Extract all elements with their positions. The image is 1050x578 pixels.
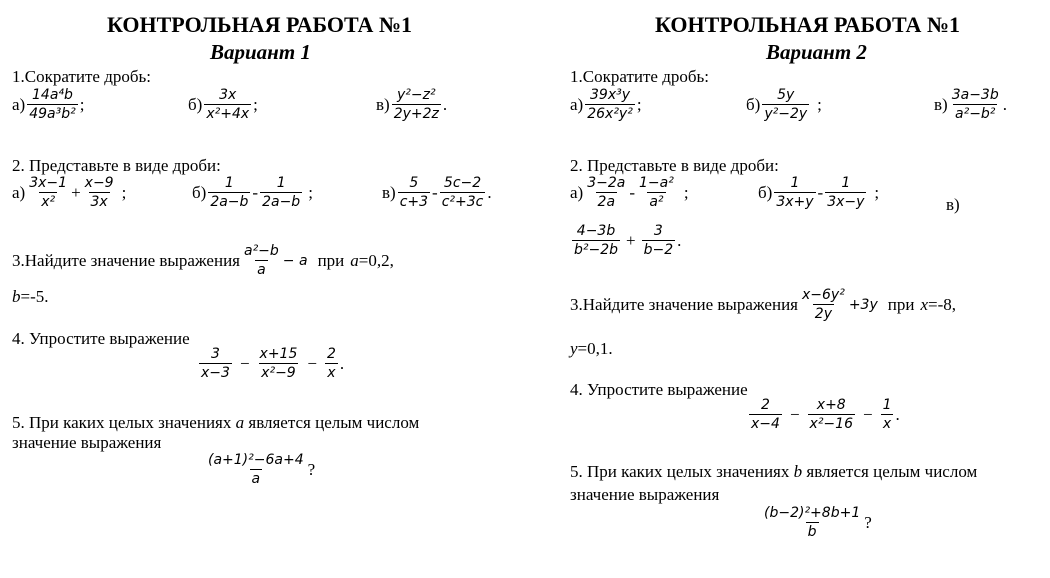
denominator: 3x+y — [776, 194, 814, 210]
operator: - — [432, 183, 438, 202]
fraction — [585, 88, 635, 121]
task3-line2 — [12, 288, 49, 305]
fraction — [199, 347, 232, 380]
task2-header: 2. Представьте в виде дроби: — [570, 156, 779, 175]
fraction — [83, 176, 116, 209]
denominator: x−4 — [751, 416, 780, 432]
item-label: в) — [934, 95, 948, 114]
item-label: б) — [188, 95, 203, 114]
numerator: 1 — [882, 397, 892, 413]
variant-label: Вариант 2 — [766, 40, 867, 64]
test-title: КОНТРОЛЬНАЯ РАБОТА №1 — [107, 12, 413, 37]
numerator: 5y — [777, 87, 795, 103]
value: =0,2, — [358, 251, 394, 270]
task5-line1 — [570, 463, 977, 480]
task4-expression — [747, 398, 900, 431]
task3 — [570, 288, 956, 321]
expression-tail: +3y — [848, 296, 878, 313]
item-label: а) — [570, 95, 584, 114]
separator: ; — [253, 95, 258, 114]
numerator: 1 — [224, 175, 234, 191]
task1-item-c — [376, 88, 447, 121]
numerator: 2 — [761, 397, 770, 413]
denominator: a — [251, 471, 261, 487]
denominator: b−2 — [643, 242, 674, 258]
denominator: x²−9 — [261, 365, 296, 381]
separator: ; — [874, 183, 880, 202]
task2-item-c — [570, 224, 681, 257]
fraction — [637, 176, 676, 209]
denominator: x — [882, 416, 892, 432]
task5-line1 — [12, 414, 419, 431]
value: =-8, — [928, 295, 956, 314]
task5-prefix: 5. При каких целых значениях — [12, 413, 232, 432]
denominator: x²+4x — [206, 106, 250, 122]
denominator: x²−16 — [809, 416, 853, 432]
denominator: b — [807, 524, 817, 540]
task1-item-c — [934, 88, 1007, 121]
numerator: 1−a² — [639, 175, 674, 191]
fraction — [749, 398, 782, 431]
item-label: а) — [12, 95, 26, 114]
numerator: x−9 — [84, 175, 114, 191]
task1-item-b — [188, 88, 258, 121]
end-mark: . — [895, 405, 900, 424]
task5-expression — [760, 506, 872, 539]
separator: . — [487, 183, 492, 202]
fraction — [762, 88, 809, 121]
numerator: y²−z² — [397, 87, 436, 103]
denominator: 2y — [814, 306, 832, 322]
task4-header: 4. Упростите выражение — [570, 380, 748, 399]
fraction — [242, 244, 281, 277]
task5-prefix: 5. При каких целых значениях — [570, 462, 790, 481]
task3-text: 3.Найдите значение выражения — [12, 251, 240, 270]
denominator: 2a−b — [262, 194, 301, 210]
numerator: 3x−1 — [29, 175, 68, 191]
end-mark: . — [339, 354, 345, 373]
denominator: y²−2y — [764, 106, 808, 122]
end-mark: ? — [307, 460, 316, 479]
condition-word: при — [317, 251, 345, 270]
numerator: 14a⁴b — [32, 87, 73, 103]
operator: + — [71, 183, 81, 202]
numerator: (b−2)²+8b+1 — [764, 505, 861, 521]
denominator: a²−b² — [955, 106, 996, 122]
variable: a — [350, 251, 359, 270]
denominator: 2a — [597, 194, 616, 210]
task5-line2: значение выражения — [12, 433, 162, 452]
operator: - — [252, 183, 259, 202]
fraction — [762, 506, 862, 539]
numerator: 5 — [409, 175, 419, 191]
fraction — [642, 224, 676, 257]
item-label: а) — [570, 183, 584, 202]
denominator: x² — [41, 194, 56, 210]
condition-word: при — [887, 295, 915, 314]
end-mark: ? — [864, 513, 872, 532]
task3 — [12, 244, 394, 277]
task2-item-c — [382, 176, 492, 209]
fraction — [808, 398, 855, 431]
numerator: 3 — [211, 346, 220, 362]
fraction — [585, 176, 627, 209]
fraction — [260, 176, 302, 209]
denominator: a — [257, 262, 266, 278]
separator: ; — [683, 183, 689, 202]
item-label: б) — [746, 95, 761, 114]
fraction — [204, 88, 251, 121]
denominator: 49a³b² — [29, 106, 76, 122]
denominator: 2y+2z — [393, 106, 439, 122]
variable: a — [235, 413, 245, 432]
fraction — [572, 224, 620, 257]
fraction — [800, 288, 847, 321]
denominator: 2a−b — [210, 194, 249, 210]
variable: x — [920, 295, 928, 314]
fraction — [881, 398, 894, 431]
separator: ; — [308, 183, 313, 202]
fraction — [440, 176, 486, 209]
separator: ; — [79, 95, 85, 114]
task2-item-b — [192, 176, 313, 209]
fraction — [774, 176, 815, 209]
operator: − — [239, 354, 250, 373]
numerator: 3a−3b — [951, 87, 999, 103]
fraction — [208, 176, 250, 209]
denominator: b²−2b — [574, 242, 619, 258]
denominator: 3x — [90, 194, 108, 210]
fraction — [825, 176, 866, 209]
task5-suffix: является целым числом — [806, 462, 978, 481]
task2-item-c-label: в) — [946, 195, 960, 214]
test-title: КОНТРОЛЬНАЯ РАБОТА №1 — [655, 12, 961, 37]
fraction — [206, 453, 306, 486]
task2-item-b — [758, 176, 879, 209]
task5-expression — [204, 453, 315, 486]
expression-tail: − a — [282, 252, 308, 269]
operator: − — [307, 354, 317, 373]
variable: b — [12, 287, 21, 306]
task3-line2 — [570, 340, 613, 357]
task1-item-b — [746, 88, 822, 121]
item-label: в) — [376, 95, 390, 114]
operator: - — [629, 183, 636, 202]
task2-header: 2. Представьте в виде дроби: — [12, 156, 221, 175]
fraction — [325, 347, 338, 380]
variant-label: Вариант 1 — [210, 40, 311, 64]
separator: . — [442, 95, 448, 114]
separator: ; — [121, 183, 127, 202]
denominator: 3x−y — [827, 194, 865, 210]
operator: + — [626, 231, 636, 250]
task5-line2: значение выражения — [570, 485, 720, 504]
fraction — [27, 88, 78, 121]
task5-suffix: является целым числом — [248, 413, 420, 432]
task1-header: 1.Сократите дробь: — [12, 67, 151, 86]
numerator: 1 — [276, 175, 286, 191]
separator: . — [677, 231, 682, 250]
numerator: 3x — [219, 87, 237, 103]
item-label: в) — [382, 183, 396, 202]
task2-item-a — [570, 176, 689, 209]
denominator: x — [327, 365, 336, 381]
numerator: 4−3b — [576, 223, 616, 239]
numerator: (a+1)²−6a+4 — [208, 452, 304, 468]
task3-text: 3.Найдите значение выражения — [570, 295, 798, 314]
separator: . — [1002, 95, 1007, 114]
item-label: б) — [758, 183, 773, 202]
task2-item-a — [12, 176, 126, 209]
value: =0,1. — [577, 339, 613, 358]
task1-item-a — [12, 88, 84, 121]
variable: y — [570, 339, 578, 358]
task1-header: 1.Сократите дробь: — [570, 67, 709, 86]
numerator: a²−b — [243, 243, 279, 259]
value: =-5. — [20, 287, 49, 306]
numerator: x+15 — [259, 346, 298, 362]
task4-header: 4. Упростите выражение — [12, 329, 190, 348]
variable: b — [793, 462, 803, 481]
item-label: б) — [192, 183, 207, 202]
denominator: c²+3c — [441, 194, 484, 210]
numerator: 3 — [653, 223, 663, 239]
denominator: x−3 — [201, 365, 230, 381]
item-label: а) — [12, 183, 26, 202]
fraction — [258, 347, 300, 380]
numerator: 5c−2 — [443, 175, 482, 191]
numerator: x−6y² — [801, 287, 845, 303]
task1-item-a — [570, 88, 642, 121]
denominator: a² — [649, 194, 664, 210]
numerator: 1 — [790, 175, 800, 191]
fraction — [950, 88, 1001, 121]
separator: ; — [636, 95, 642, 114]
numerator: 39x³y — [590, 87, 631, 103]
fraction — [392, 88, 441, 121]
denominator: 26x²y² — [587, 106, 633, 122]
fraction — [398, 176, 430, 209]
numerator: x+8 — [816, 397, 846, 413]
numerator: 2 — [326, 346, 336, 362]
fraction — [27, 176, 69, 209]
denominator: c+3 — [399, 194, 429, 210]
separator: ; — [817, 95, 822, 114]
operator: − — [789, 405, 800, 424]
numerator: 3−2a — [587, 175, 626, 191]
numerator: 1 — [841, 175, 851, 191]
operator: - — [817, 183, 824, 202]
operator: − — [862, 405, 873, 424]
task4-expression — [197, 347, 344, 380]
